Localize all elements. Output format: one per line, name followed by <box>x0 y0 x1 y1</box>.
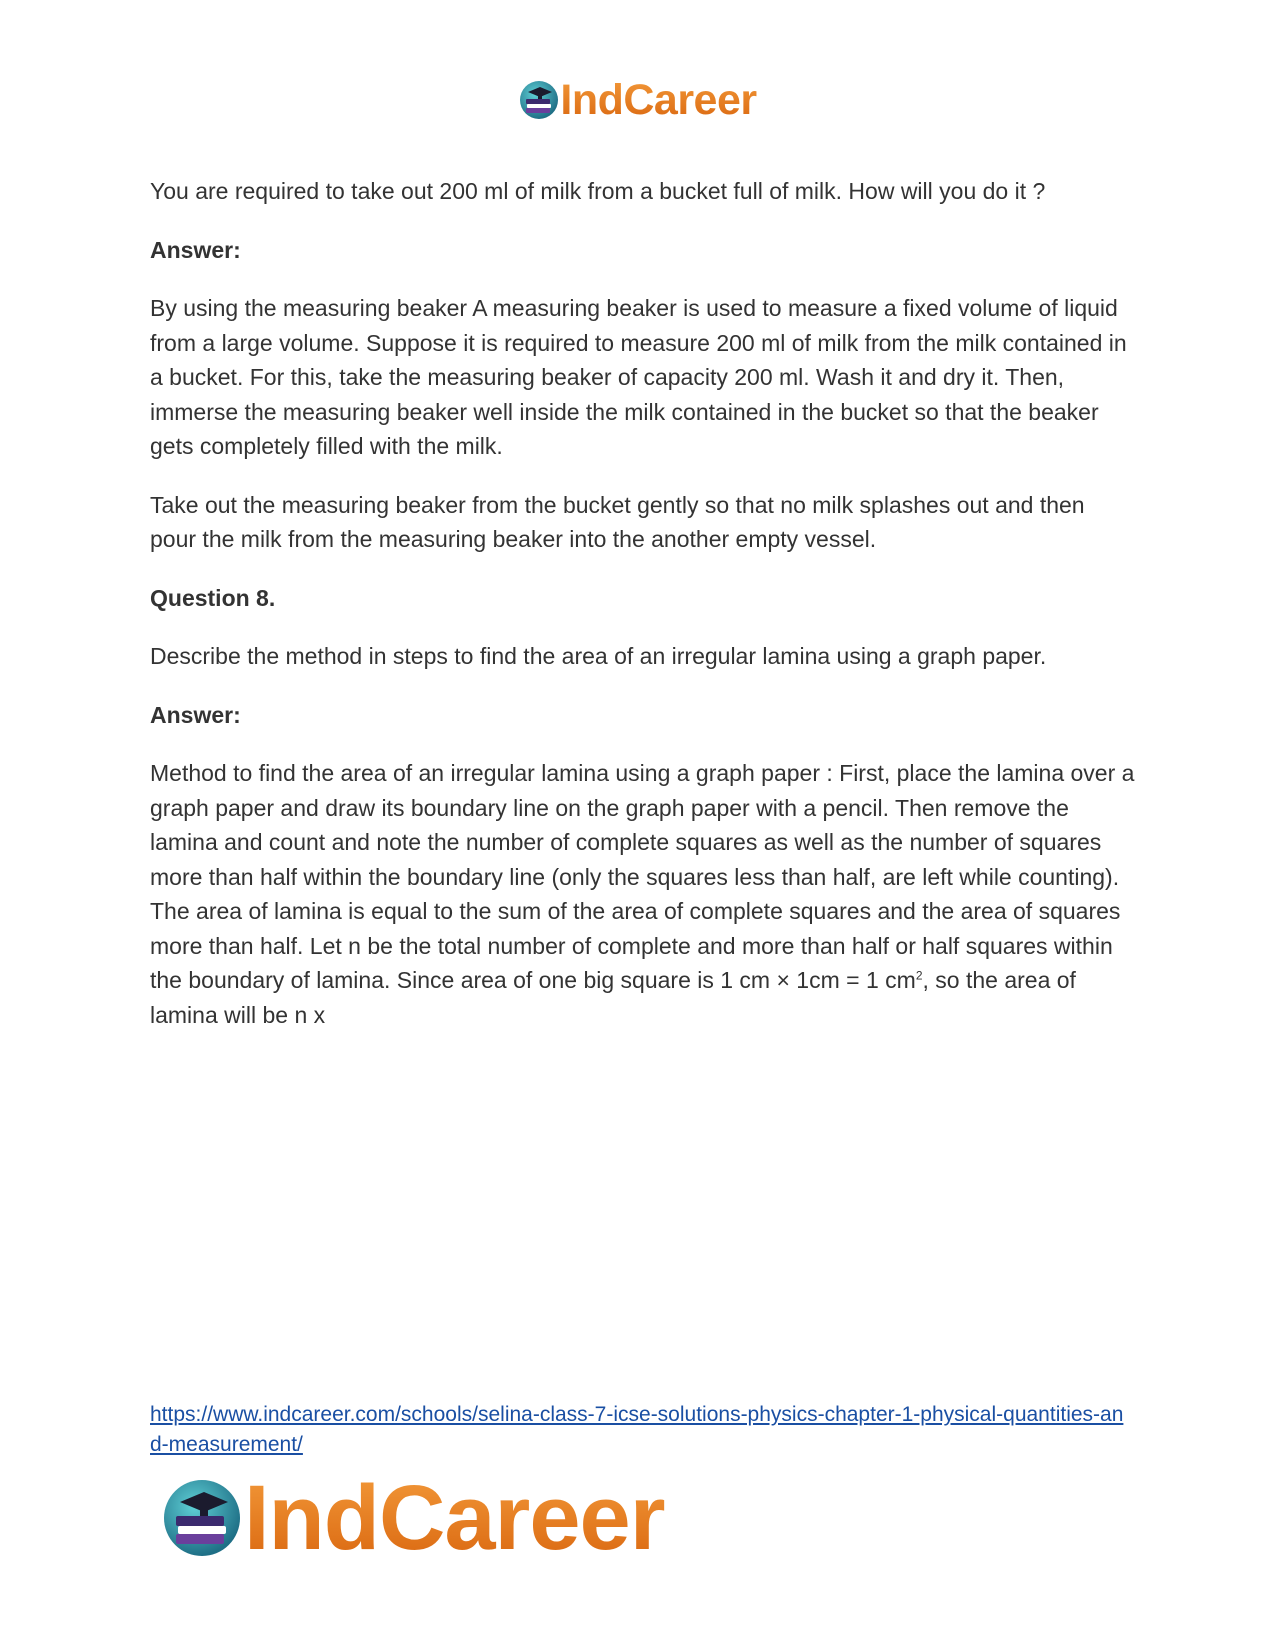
answer-text: , so the area of lamina will be n x <box>150 967 1076 1028</box>
answer-label: Answer: <box>150 701 241 728</box>
answer-paragraph <box>150 756 1135 1032</box>
header-logo <box>0 76 1275 124</box>
question-label: Question 8. <box>150 584 276 611</box>
indcareer-logo <box>160 1468 665 1568</box>
answer-paragraph: By using the measuring beaker A measuring beaker is used to measure a fixed volume of liquid from a large volume. Suppose it is required to measure 200 ml of milk from the milk contained in a bucket. For this, take the measuring beaker of capacity 200 ml. Wash it and dry it. Then, immerse the measuring beaker well inside the milk contained in the bucket so that the beaker gets completely filled with the milk. <box>150 295 1127 459</box>
globe-books-icon <box>518 79 560 121</box>
logo-wordmark: IndCareer <box>560 76 757 124</box>
question-text: Describe the method in steps to find the area of an irregular lamina using a graph paper. <box>150 643 1047 669</box>
document-body <box>150 174 1135 1056</box>
superscript: 2 <box>915 968 923 983</box>
answer-label: Answer: <box>150 236 241 263</box>
globe-books-icon <box>160 1476 244 1560</box>
answer-text: Method to find the area of an irregular lamina using a graph paper : First, place the lamina over a graph paper and draw its boundary line on the graph paper with a pencil. Then remove the lamina and count and note the number of complete squares as well as the number of squares more than half within the boundary line (only the squares less than half, are left while counting). The area of lamina is equal to the sum of the area of complete squares and the area of squares more than half. Let n be the total number of complete and more than half or half squares within the boundary of lamina. Since area of one big square is 1 cm × 1cm = 1 cm <box>150 760 1135 993</box>
answer-paragraph: Take out the measuring beaker from the bucket gently so that no milk splashes out and then pour the milk from the measuring beaker into the another empty vessel. <box>150 491 1085 552</box>
indcareer-logo <box>518 76 756 124</box>
source-link[interactable]: https://www.indcareer.com/schools/selina-class-7-icse-solutions-physics-chapter-1-physical-quantities-and-measurement/ <box>150 1403 1124 1456</box>
footer-logo <box>160 1468 665 1568</box>
question-text: You are required to take out 200 ml of milk from a bucket full of milk. How will you do it ? <box>150 178 1046 204</box>
logo-wordmark: IndCareer <box>244 1467 665 1569</box>
